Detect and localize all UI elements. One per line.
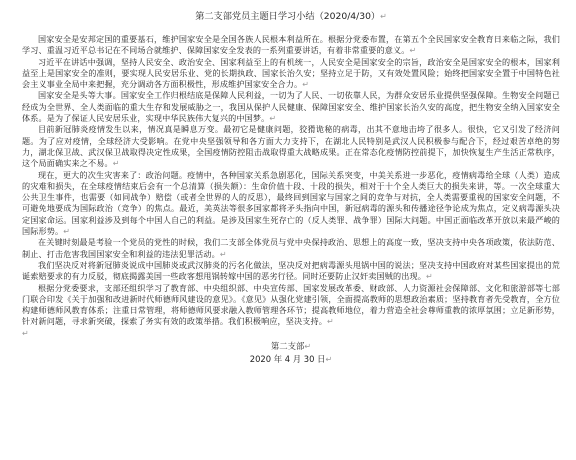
- signature-branch-text: 第二支部: [270, 340, 305, 351]
- paragraph-7-text: 我们坚决反对将新冠肺炎说成中国肺炎或武汉肺炎的污名化做法，坚决反对把病毒源头甩锅中国的说法；坚决支持中国政府对某些国家提出的荒诞索赔要求的有力反驳，彻底揭露美国一些政客想甩锅转嫁中国的恶劣行径。同时还要防止汉奸卖国贼的出现。: [22, 259, 560, 282]
- paragraph-mark-icon: ↵: [304, 341, 312, 351]
- paragraph-1: [22, 34, 560, 57]
- paragraph-8-text: 根据分党委要求，支部还组织学习了教育部、中央组织部、中央宣传部、国家发展改革委、财政部、人力资源社会保障部、文化和旅游部等七部门联合印发《关于加强和改进新时代师德师风建设的意见》。《意见》从强化党建引领，全面提高教师的思想政治素质；坚持教育者先受教育，全方位构建师德师风教育体系；注重日常管理，将师德师风要求融入教师管理各环节；提高教师地位，着力营造全社会尊师重教的浓厚氛围；立足新形势，针对新问题，寻求新突破，探索了务实有效的政策举措。我们积极响应，坚决支持。: [22, 282, 560, 327]
- blank-line: [22, 328, 560, 340]
- paragraph-mark-icon: ↵: [22, 328, 29, 338]
- paragraph-mark-icon: ↵: [409, 46, 417, 56]
- paragraph-4-text: 目前新冠肺炎疫情发生以来，情况真是瞬息万变。最初它是健康问题，狡猾诡秘的病毒，出其不意地击垮了很多人。很快，它又引发了经济问题。为了应对疫情，全球经济大受影响。在党中央坚强领导和各方面大力支持下，在湖北人民特别是武汉人民积极参与配合下，经过艰苦卓绝的努力，湖北保卫战、武汉保卫战取得决定性成果，全国疫情防控阻击战取得重大战略成果。正在常态化疫情防控前提下，加快恢复生产生活正常秩序，这个局面确实来之不易。: [22, 124, 560, 169]
- paragraph-mark-icon: ↵: [63, 227, 71, 237]
- paragraph-mark-icon: ↵: [325, 355, 333, 365]
- paragraph-mark-icon: ↵: [112, 159, 120, 169]
- paragraph-4: [22, 124, 560, 169]
- paragraph-5: [22, 170, 560, 238]
- signature-date: [22, 353, 560, 367]
- paragraph-mark-icon: ↵: [269, 114, 277, 124]
- paragraph-mark-icon: ↵: [380, 12, 387, 21]
- paragraph-3: [22, 90, 560, 124]
- document-title: [22, 10, 560, 24]
- document-title-text: 第二支部党员主题日学习小结（2020/4/30）: [195, 11, 381, 22]
- paragraph-mark-icon: ↵: [302, 80, 310, 90]
- signature-branch: [22, 340, 560, 354]
- paragraph-1-text: 国家安全是安邦定国的重要基石，维护国家安全是全国各族人民根本利益所在。根据分党委布置，在第五个全民国家安全教育日来临之际，我们学习、重温习近平总书记在不同场合就维护、保障国家安全发表的一系列重要讲话，有着非常重要的意义。: [22, 34, 560, 56]
- paragraph-mark-icon: ↵: [327, 317, 334, 327]
- paragraph-5-text: 现在，更大的次生灾害来了：政治问题。疫情中，各种国家关系急剧恶化，国际关系突变，中美关系进一步恶化，疫情病毒给全球（人类）造成的灾难和损失，在全球疫情结束后会有一个总清算（损失额）：生命价值十段、十段的损失，相对于十个全人类巨大的损失来讲，等。一次全球重大公共卫生事件，也需要（如同战争）赔偿（或者全世界的人的反思），最终回到国家与国家之间的竞争与对抗，全人类需要重视的国家安全问题，不可避免地要成为国际政治（竞争）的焦点。最近，美英法等很多国家都将矛头指向中国，新冠病毒的源头和传播途径争论成为焦点，定义病毒源头决定国家命运。国家利益涉及到每个中国人自己的利益。是涉及国家生死存亡的（反人类罪、战争罪）国际大问题。中国正面临改革开放以来最严峻的国际形势。: [22, 169, 560, 237]
- signature-date-text: 2020 年 4 月 30 日: [249, 354, 326, 365]
- paragraph-6: [22, 237, 560, 260]
- paragraph-8: [22, 283, 560, 328]
- paragraph-mark-icon: ↵: [425, 272, 433, 282]
- paragraph-6-text: 在关键时刻最是考验一个党员的党性的时候，我们二支部全体党员与党中央保持政治、思想上的高度一致，坚决支持中央各项政策，依法防范、制止、打击危害我国国家安全和利益的违法犯罪活动。: [22, 237, 560, 259]
- paragraph-2: [22, 57, 560, 91]
- paragraph-3-text: 国家安全是头等大事。国家安全工作归根结底是保障人民利益，一切为了人民、一切依靠人民，为群众安居乐业提供坚强保障。生物安全问题已经成为全世界、全人类面临的重大生存和发展威胁之一，我国从保护人民健康、保障国家安全、维护国家长治久安的高度，把生物安全纳入国家安全体系。是为了保证人民安居乐业，实现中华民族伟大复兴的中国梦。: [22, 90, 560, 124]
- paragraph-7: [22, 260, 560, 283]
- paragraph-2-text: 习近平在讲话中强调，坚持人民安全、政治安全、国家利益至上的有机统一，人民安全是国家安全的宗旨，政治安全是国家安全的根本，国家利益至上是国家安全的准则，要实现人民安居乐业、党的长期执政、国家长治久安；坚持立足于防，又有效处置风险；始终把国家安全置于中国特色社会主义事业全局中来把握，充分调动各方面积极性，形成维护国家安全合力。: [22, 56, 560, 90]
- paragraph-mark-icon: ↵: [219, 249, 227, 259]
